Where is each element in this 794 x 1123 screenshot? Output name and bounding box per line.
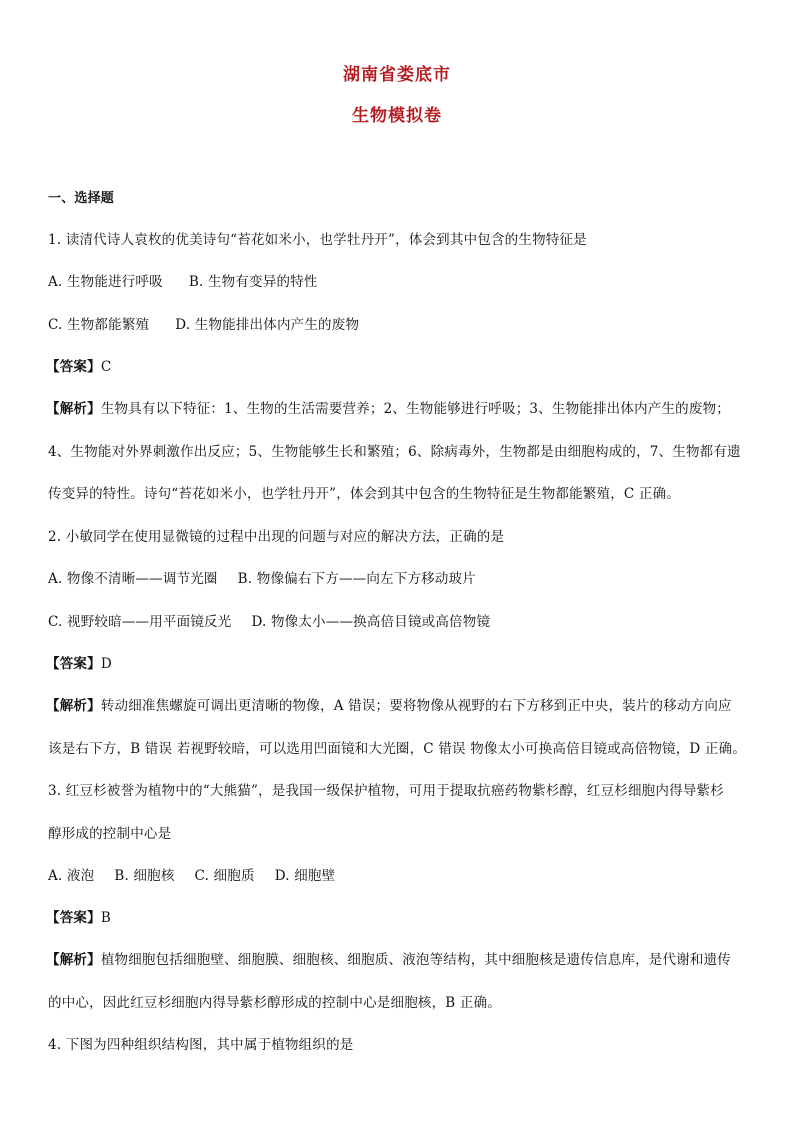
answer-tag: 【答案】 [46, 656, 101, 672]
question-1-option-b: B. 生物有变异的特性 [188, 274, 318, 290]
question-2-options-row-2 [48, 613, 758, 631]
analysis-text: 生物具有以下特征：1、生物的生活需要营养；2、生物能够进行呼吸；3、生物能排出体内产生的废物； [100, 401, 730, 417]
question-3-option-d: D. 细胞壁 [274, 868, 336, 884]
question-2-options-row-1 [48, 570, 758, 588]
question-4-stem: 4. 下图为四种组织结构图，其中属于植物组织的是 [48, 1037, 354, 1053]
question-2-stem: 2. 小敏同学在使用显微镜的过程中出现的问题与对应的解决方法，正确的是 [48, 529, 505, 545]
question-2-analysis-line-2: 该是右下方，B 错误 若视野较暗，可以选用凹面镜和大光圈，C 错误 物像太小可换高倍目镜或高倍物镜，D 正确。 [48, 741, 747, 757]
page-title: 湖南省娄底市 [343, 65, 451, 85]
question-1-option-d: D. 生物能排出体内产生的废物 [175, 317, 360, 333]
question-3-option-a: A. 液泡 [48, 868, 95, 884]
question-3-answer [46, 909, 756, 927]
question-3-analysis-line-2: 的中心，因此红豆杉细胞内得导紫杉醇形成的控制中心是细胞核，B 正确。 [48, 995, 502, 1011]
question-3-stem-line-1: 3. 红豆杉被誉为植物中的“大熊猫”，是我国一级保护植物，可用于提取抗癌药物紫杉醇，红豆杉细胞内得导紫杉 [48, 783, 724, 799]
analysis-tag: 【解析】 [46, 401, 101, 417]
question-1-analysis-line-3: 传变异的特性。诗句“苔花如米小，也学牡丹开”，体会到其中包含的生物特征是生物都能繁殖，C 正确。 [48, 486, 681, 502]
question-1-analysis-line-1 [46, 400, 756, 418]
question-1-analysis-line-2: 4、生物能对外界刺激作出反应；5、生物能够生长和繁殖；6、除病毒外，生物都是由细胞构成的，7、生物都有遗 [48, 444, 741, 460]
page-subtitle: 生物模拟卷 [352, 106, 442, 126]
answer-value: B [100, 910, 111, 926]
question-3-option-c: C. 细胞质 [194, 868, 255, 884]
question-1-option-c: C. 生物都能繁殖 [48, 317, 150, 333]
answer-value: D [100, 656, 112, 672]
question-2-option-d: D. 物像太小——换高倍目镜或高倍物镜 [251, 614, 491, 630]
analysis-text: 转动细准焦螺旋可调出更清晰的物像，A 错误；要将物像从视野的右下方移到正中央，装片的移动方向应 [100, 698, 732, 714]
answer-tag: 【答案】 [46, 359, 101, 375]
analysis-text: 植物细胞包括细胞壁、细胞膜、细胞核、细胞质、液泡等结构，其中细胞核是遗传信息库，是代谢和遗传 [100, 952, 732, 968]
question-2-answer [46, 655, 756, 673]
question-1-option-a: A. 生物能进行呼吸 [48, 274, 163, 290]
question-3-option-b: B. 细胞核 [114, 868, 175, 884]
section-heading: 一、选择题 [48, 191, 115, 206]
question-1-stem: 1. 读清代诗人袁枚的优美诗句“苔花如米小，也学牡丹开”，体会到其中包含的生物特征是 [48, 232, 587, 248]
answer-tag: 【答案】 [46, 910, 101, 926]
answer-value: C [100, 359, 112, 375]
question-2-option-b: B. 物像偏右下方——向左下方移动玻片 [237, 571, 476, 587]
question-2-option-c: C. 视野较暗——用平面镜反光 [48, 614, 232, 630]
question-1-answer [46, 358, 756, 376]
question-1-options-row-2 [48, 316, 758, 334]
question-2-option-a: A. 物像不清晰——调节光圈 [48, 571, 218, 587]
question-2-analysis-line-1 [46, 697, 756, 715]
analysis-tag: 【解析】 [46, 952, 101, 968]
question-3-stem-line-2: 醇形成的控制中心是 [48, 826, 172, 842]
question-3-options [48, 867, 758, 885]
analysis-tag: 【解析】 [46, 698, 101, 714]
question-3-analysis-line-1 [46, 951, 756, 969]
question-1-options-row-1 [48, 273, 758, 291]
